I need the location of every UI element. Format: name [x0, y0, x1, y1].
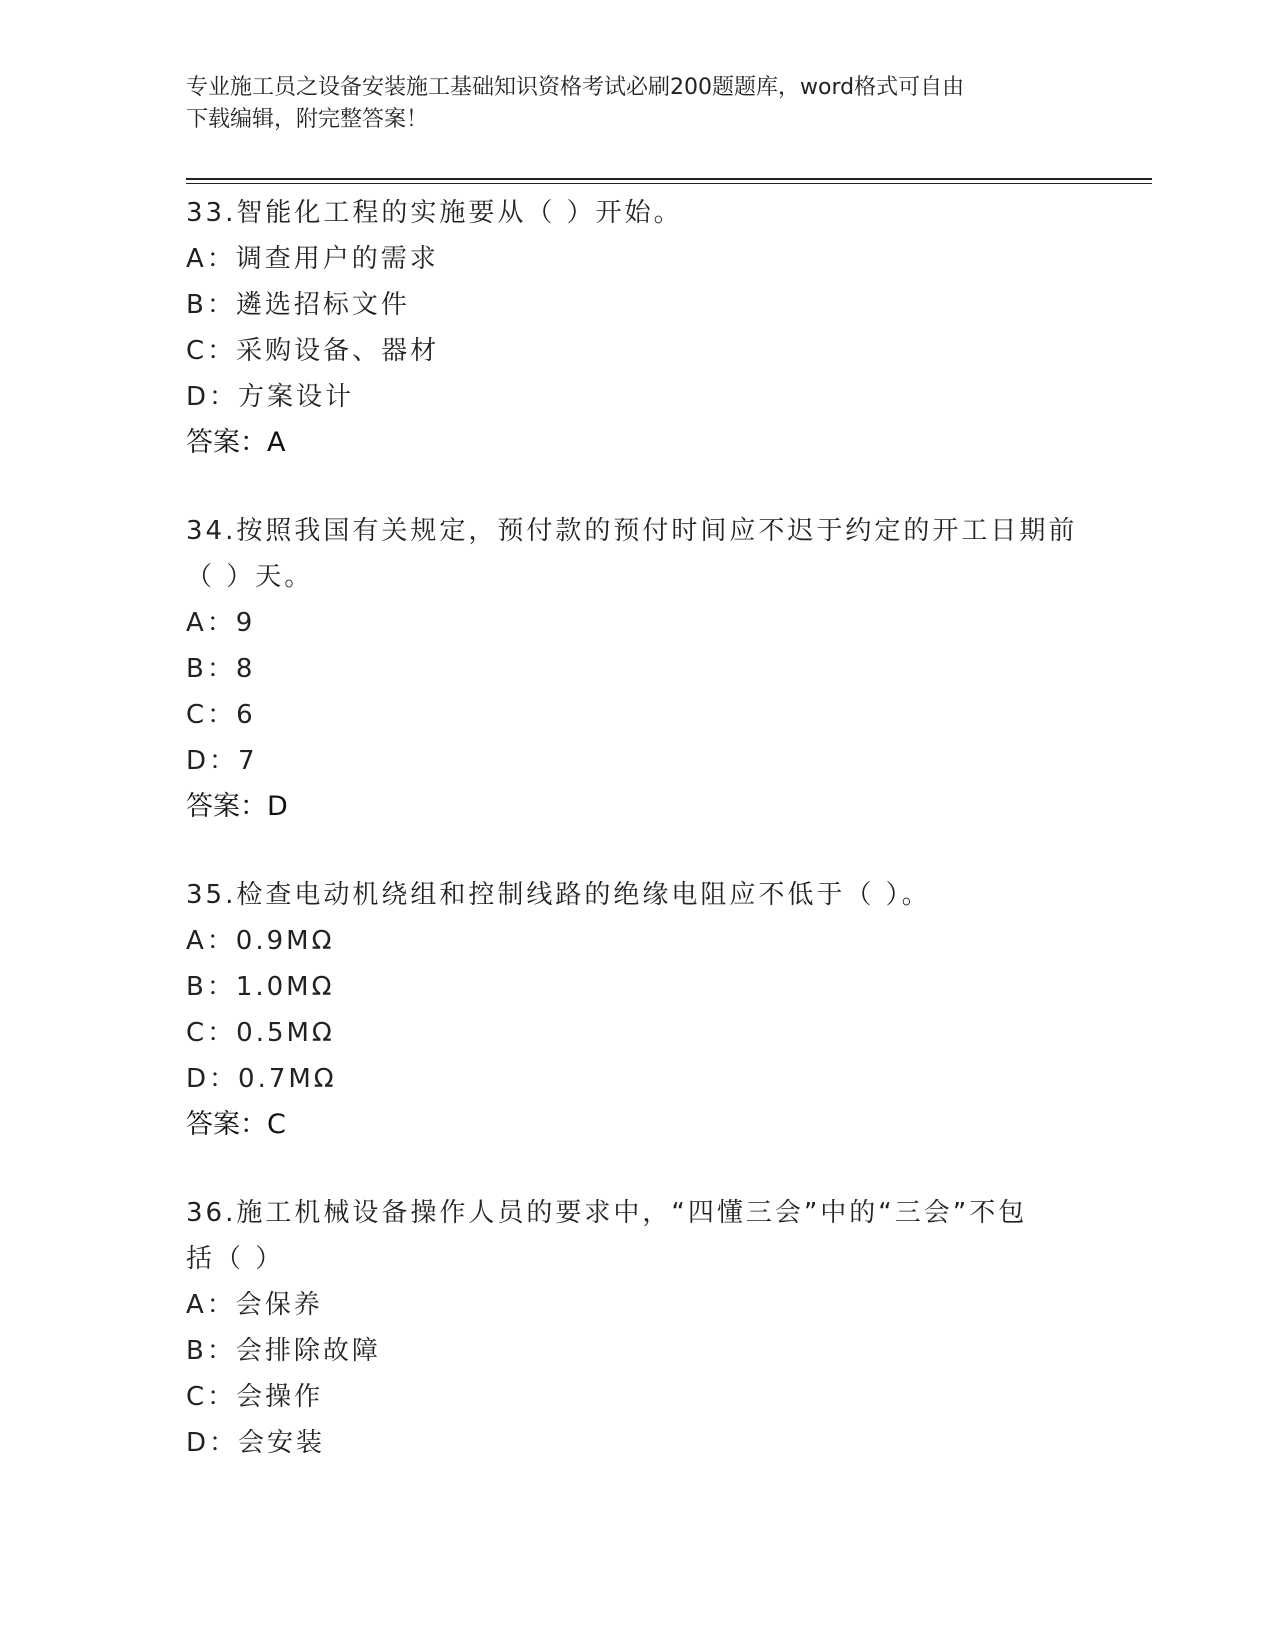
option-a: A：9: [186, 608, 256, 638]
option-b: B：会排除故障: [186, 1336, 381, 1366]
question-text-continued: 括（ ）: [186, 1244, 285, 1274]
answer-text: 答案：C: [186, 1109, 286, 1140]
document-header: [186, 72, 1066, 136]
option-b: B：8: [186, 654, 256, 684]
header-title-line-2: 下载编辑，附完整答案！: [186, 107, 429, 132]
option-a: A：0.9MΩ: [186, 926, 335, 956]
question-list: [186, 190, 1086, 1508]
question-text: 36.施工机械设备操作人员的要求中，“四懂三会”中的“三会”不包: [186, 1198, 1028, 1228]
question-text: 33.智能化工程的实施要从（ ）开始。: [186, 198, 683, 228]
question-text: 35.检查电动机绕组和控制线路的绝缘电阻应不低于（ ）。: [186, 880, 931, 910]
option-c: C：6: [186, 700, 256, 730]
answer-text: 答案：A: [186, 427, 286, 458]
header-divider-thin: [186, 183, 1152, 184]
option-c: C：采购设备、器材: [186, 336, 440, 366]
option-d: D：方案设计: [186, 382, 355, 412]
option-b: B：1.0MΩ: [186, 972, 335, 1002]
option-c: C：会操作: [186, 1382, 324, 1412]
option-b: B：遴选招标文件: [186, 290, 410, 320]
question-text-continued: （ ）天。: [186, 562, 314, 592]
header-divider-thick: [186, 178, 1152, 180]
option-a: A：调查用户的需求: [186, 244, 439, 274]
option-d: D：0.7MΩ: [186, 1064, 337, 1094]
question-block-35: [186, 872, 1086, 1148]
header-title-line-1: 专业施工员之设备安装施工基础知识资格考试必刷200题题库，word格式可自由: [186, 75, 965, 100]
question-text: 34.按照我国有关规定，预付款的预付时间应不迟于约定的开工日期前: [186, 516, 1078, 546]
option-d: D：会安装: [186, 1428, 326, 1458]
option-c: C：0.5MΩ: [186, 1018, 335, 1048]
answer-text: 答案：D: [186, 791, 288, 822]
question-block-33: [186, 190, 1086, 466]
option-a: A：会保养: [186, 1290, 323, 1320]
question-block-34: [186, 508, 1086, 830]
option-d: D：7: [186, 746, 258, 776]
question-block-36: [186, 1190, 1086, 1466]
